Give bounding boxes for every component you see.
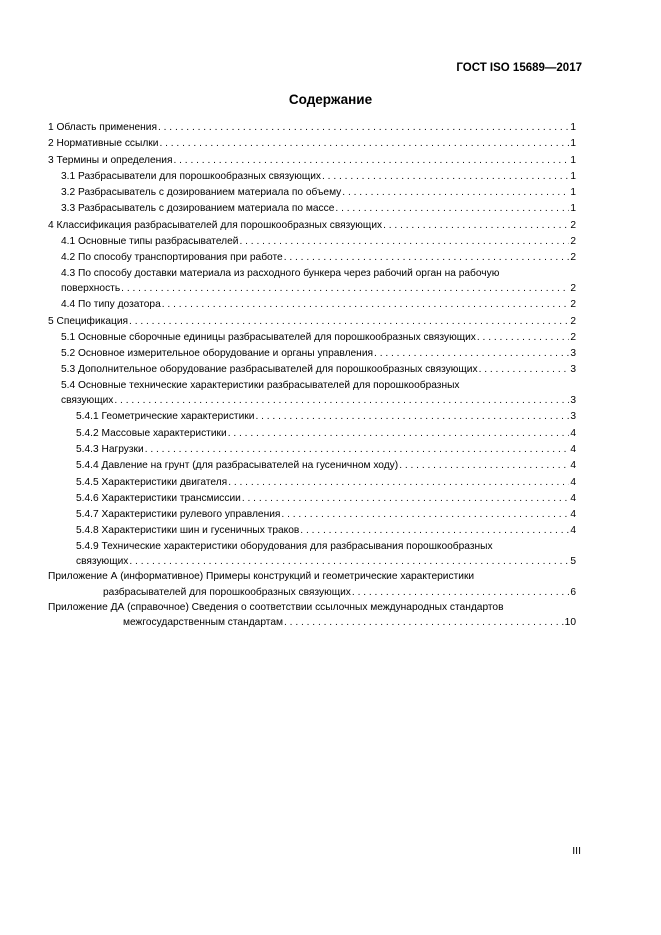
toc-entry-text: 3 Термины и определения [48,154,173,166]
toc-entry-page: 1 [570,170,576,182]
toc-entry-text: Приложение А (информативное) Примеры конструкций и геометрические характеристики [48,571,475,583]
toc-entry-text: 3.2 Разбрасыватель с дозированием материала по объему [61,187,342,199]
toc-entry-text: 5.3 Дополнительное оборудование разбрасывателей для порошкообразных связующих [61,364,478,376]
toc-entry[interactable] [48,442,576,458]
toc-entry-page: 10 [564,617,576,629]
toc-entry-text: 5.4.7 Характеристики рулевого управления [76,509,281,521]
toc-entry-text: 5.4 Основные технические характеристики разбрасывателей для порошкообразных [61,379,460,391]
toc-entry[interactable] [48,523,576,539]
toc-entry-annex-a[interactable] [48,570,576,601]
toc-entry-text: 5.1 Основные сборочные единицы разбрасывателей для порошкообразных связующих [61,331,476,343]
toc-entry-page: 4 [570,476,576,488]
toc-entry-text: 5 Спецификация [48,315,129,327]
toc-entry-page: 2 [570,252,576,264]
toc-entry-page: 4 [570,492,576,504]
toc-entry[interactable] [48,218,576,234]
toc-entry-page: 2 [570,315,576,327]
toc-entry-text: 5.4.2 Массовые характеристики [76,427,227,439]
toc-entry-text-cont: межгосударственным стандартам [123,617,283,629]
toc-entry[interactable] [48,185,576,201]
toc-entry[interactable] [48,426,576,442]
toc-entry[interactable] [48,201,576,217]
toc-entry-text: 5.4.1 Геометрические характеристики [76,411,255,423]
toc-entry[interactable] [48,540,576,571]
page-number: III [572,845,581,857]
toc-entry-text: 4.2 По способу транспортирования при работе [61,252,283,264]
toc-entry-page: 2 [570,299,576,311]
toc-entry-text: 3.1 Разбрасыватели для порошкообразных связующих [61,170,322,182]
toc-entry-annex-da[interactable] [48,601,576,632]
toc-entry-page: 1 [570,122,576,133]
toc-entry-page: 3 [570,395,576,407]
toc-entry-text: 4.1 Основные типы разбрасывателей [61,236,239,248]
toc-entry-page: 2 [570,283,576,295]
toc-entry-page: 4 [570,509,576,521]
toc-entry-text-cont: разбрасывателей для порошкообразных связующих [103,586,351,598]
toc-entry[interactable] [48,234,576,250]
toc-entry-page: 1 [570,154,576,166]
toc-entry[interactable] [48,169,576,185]
toc-entry-page: 4 [570,460,576,472]
toc-entry-text-cont: поверхность [61,283,121,295]
toc-entry-text: 5.4.8 Характеристики шин и гусеничных траков [76,525,300,537]
toc-entry-text: 5.4.6 Характеристики трансмиссии [76,492,241,504]
toc-entry-page: 4 [570,525,576,537]
toc-entry-text: 5.4.9 Технические характеристики оборудования для разбрасывания порошкообразных [76,540,493,552]
toc-entry[interactable] [48,120,576,136]
toc-entry[interactable] [48,136,576,152]
toc-entry[interactable] [48,362,576,378]
toc-entry[interactable] [48,250,576,266]
toc-entry-page: 4 [570,427,576,439]
toc-entry-text: 4 Классификация разбрасывателей для порошкообразных связующих [48,219,383,231]
toc-entry[interactable] [48,507,576,523]
toc-entry[interactable] [48,475,576,491]
toc-entry-text: 5.4.4 Давление на грунт (для разбрасывателей на гусеничном ходу) [76,460,399,472]
toc-entry[interactable] [48,330,576,346]
toc-entry[interactable] [48,153,576,169]
toc-entry-page: 4 [570,443,576,455]
toc-entry[interactable] [48,346,576,362]
toc-entry-text: 4.3 По способу доставки материала из расходного бункера через рабочий орган на рабочую [61,267,500,279]
toc-entry-text: Приложение ДА (справочное) Сведения о соответствии ссылочных международных стандартов [48,601,504,613]
toc-entry[interactable] [48,458,576,474]
toc-entry[interactable] [48,297,576,313]
toc-entry-page: 1 [570,187,576,199]
toc-entry[interactable] [48,379,576,410]
toc-entry-page: 5 [570,556,576,568]
toc-entry-page: 2 [570,236,576,248]
toc-entry-page: 2 [570,331,576,343]
table-of-contents [48,120,576,632]
toc-entry-page: 3 [570,364,576,376]
toc-entry[interactable] [48,314,576,330]
toc-entry-text-cont: связующих [61,395,114,407]
toc-entry-text: 4.4 По типу дозатора [61,299,161,311]
toc-entry-text: 5.2 Основное измерительное оборудование и органы управления [61,348,374,360]
toc-entry-text: 5.4.5 Характеристики двигателя [76,476,228,488]
toc-entry[interactable] [48,267,576,298]
toc-title: Содержание [288,92,373,107]
toc-entry-page: 3 [570,348,576,360]
toc-entry-text: 2 Нормативные ссылки [48,138,159,150]
toc-entry-page: 2 [570,219,576,231]
toc-entry-page: 1 [570,203,576,215]
toc-entry-page: 1 [570,138,576,150]
toc-entry[interactable] [48,409,576,425]
standard-id: ГОСТ ISO 15689—2017 [456,62,582,74]
toc-entry-page: 3 [570,411,576,423]
toc-entry-text: 1 Область применения [48,122,157,133]
toc-entry-text: 3.3 Разбрасыватель с дозированием материала по массе [61,203,335,215]
toc-entry-text-cont: связующих [76,556,129,568]
toc-entry-page: 6 [570,586,576,598]
toc-entry[interactable] [48,491,576,507]
toc-entry-text: 5.4.3 Нагрузки [76,443,144,455]
